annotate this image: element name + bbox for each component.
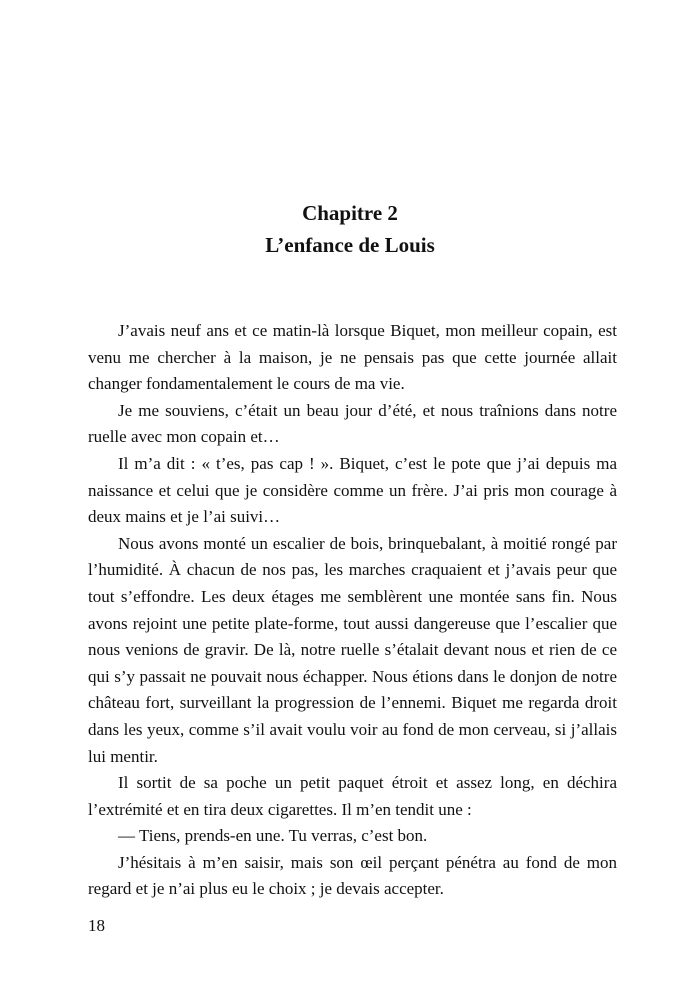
- page-number: 18: [88, 916, 105, 935]
- paragraph: J’hésitais à m’en saisir, mais son œil perçant pénétra au fond de mon regard et je n’ai plus eu le choix ; je devais accepter.: [88, 852, 617, 899]
- paragraph: Je me souviens, c’était un beau jour d’été, et nous traînions dans notre ruelle avec mon copain et…: [88, 400, 617, 447]
- paragraph: — Tiens, prends-en une. Tu verras, c’est bon.: [118, 826, 428, 846]
- chapter-number: Chapitre 2: [302, 201, 398, 225]
- paragraph: Il sortit de sa poche un petit paquet étroit et assez long, en déchira l’extrémité et en tira deux cigarettes. Il m’en tendit une :: [88, 773, 617, 819]
- chapter-title: L’enfance de Louis: [265, 233, 435, 257]
- chapter-body: [88, 318, 617, 903]
- paragraph: Nous avons monté un escalier de bois, brinquebalant, à moitié rongé par l’humidité. À chacun de nos pas, les marches craquaient et j’avais peur que tout s’effondre. Les deux étages me semblèrent une montée sans fin. Nous avons rejoint une petite plate-forme, tout aussi dangereuse que l’escalier que nous venions de gravir. De là, notre ruelle s’étalait devant nous et rien de ce qui s’y passait ne pouvait nous échapper. Nous étions dans le donjon de notre château fort, surveillant la progression de l’ennemi. Biquet me regarda droit dans les yeux, comme s’il avait voulu voir au fond de mon cerveau, si j’allais lui mentir.: [88, 533, 617, 766]
- paragraph: J’avais neuf ans et ce matin-là lorsque Biquet, mon meilleur copain, est venu me chercher à la maison, je ne pensais pas que cette journée allait changer fondamentalement le cours de ma vie.: [88, 321, 617, 394]
- chapter-heading: [0, 197, 700, 261]
- paragraph: Il m’a dit : « t’es, pas cap ! ». Biquet, c’est le pote que j’ai depuis ma naissance et celui que je considère comme un frère. J’ai pris mon courage à deux mains et je l’ai suivi…: [88, 453, 617, 527]
